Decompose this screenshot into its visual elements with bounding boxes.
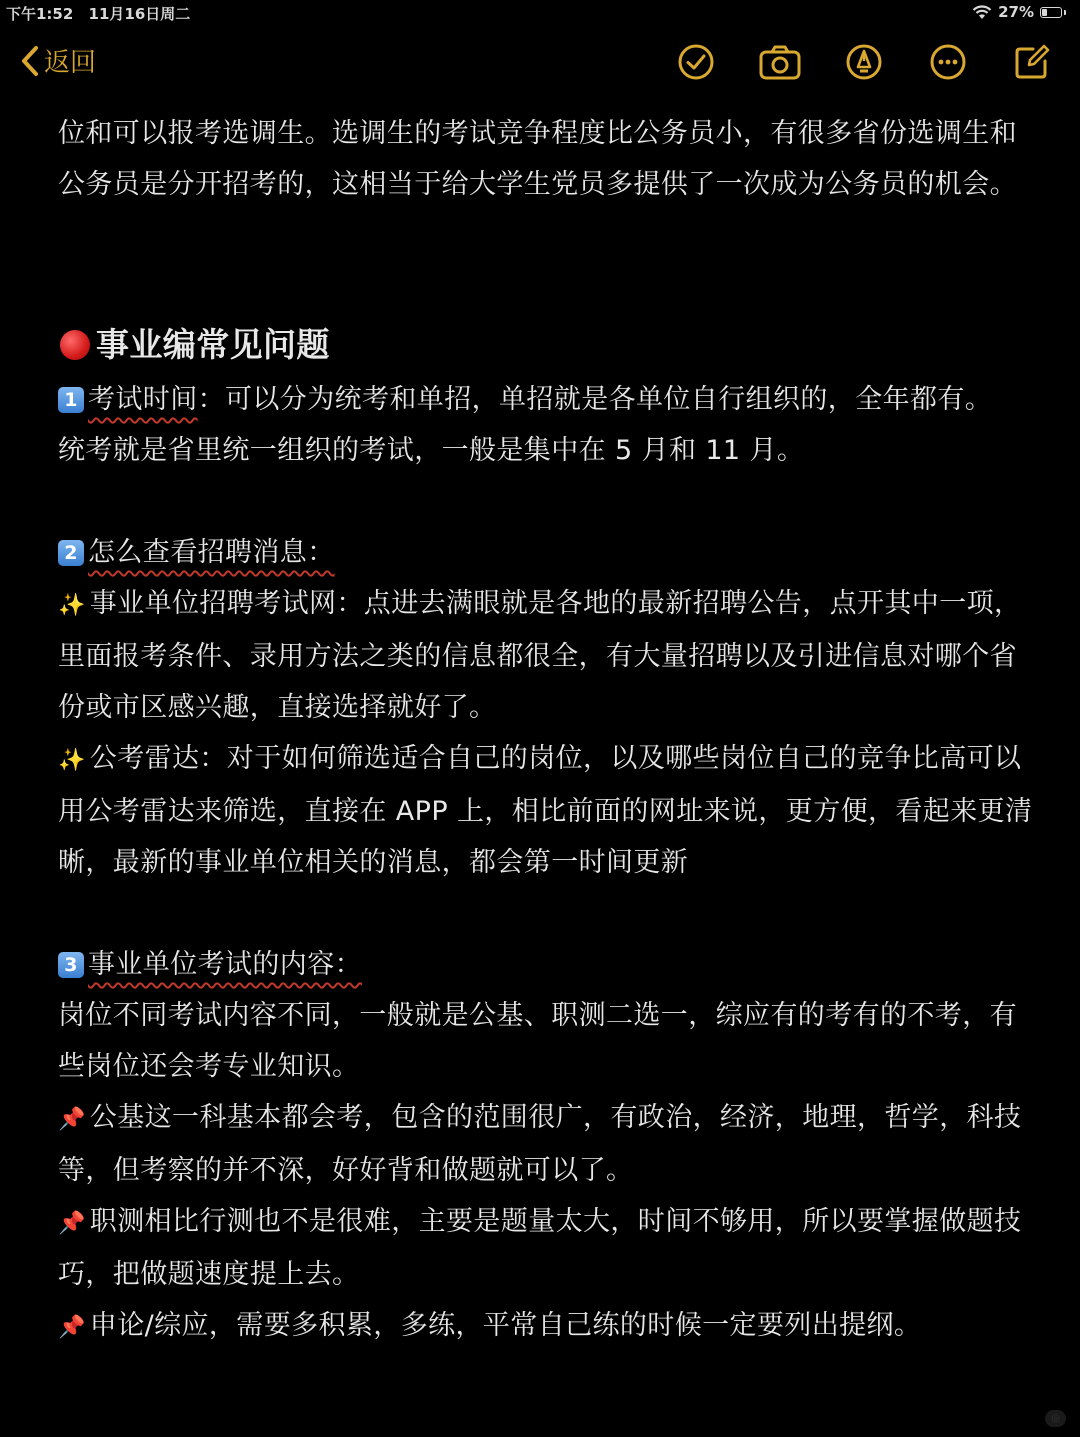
toolbar (674, 40, 1054, 84)
spacer (58, 888, 1033, 939)
pushpin-icon: 📌 (58, 1315, 86, 1340)
chevron-left-icon (20, 45, 40, 77)
compose-icon (1013, 43, 1051, 81)
time-label: 下午1:52 (6, 5, 74, 23)
section2-bullet2 (58, 733, 1033, 888)
section1-text1: ：可以分为统考和单招，单招就是各单位自行组织的，全年都有。 (197, 384, 993, 415)
back-label: 返回 (44, 48, 97, 78)
wifi-icon (972, 5, 992, 20)
section3-bullet2 (58, 1196, 1033, 1300)
keycap-3-icon: 3 (58, 952, 84, 978)
keycap-1-icon: 1 (58, 387, 84, 413)
more-button[interactable] (926, 40, 970, 84)
battery-icon (1040, 7, 1062, 18)
spacer (58, 476, 1033, 527)
battery-percent: 27% (998, 3, 1034, 21)
section2-heading (58, 527, 1033, 578)
sparkles-icon: ✨ (58, 748, 86, 773)
section3-bullet1-text: 公基这一科基本都会考，包含的范围很广，有政治，经济，地理，哲学，科技等，但考察的并不深，好好背和做题就可以了。 (58, 1102, 1022, 1186)
section1-line1 (58, 374, 1033, 425)
checklist-button[interactable] (674, 40, 718, 84)
section1-line2: 统考就是省里统一组织的考试，一般是集中在 5 月和 11 月。 (58, 435, 805, 466)
status-time (6, 3, 190, 24)
spacer (58, 210, 1033, 312)
section2-bullet1 (58, 578, 1033, 733)
note-body[interactable] (58, 108, 1033, 1353)
pushpin-icon: 📌 (58, 1107, 86, 1132)
section2-bullet2-text: 公考雷达：对于如何筛选适合自己的岗位，以及哪些岗位自己的竞争比高可以用公考雷达来筛选，直接在 APP 上，相比前面的网址来说，更方便，看起来更清晰，最新的事业单位相关的消息，都会第一时间更新 (58, 743, 1033, 878)
more-icon (929, 43, 967, 81)
section3-bullet3 (58, 1300, 1033, 1353)
section3-intro: 岗位不同考试内容不同，一般就是公基、职测二选一，综应有的考有的不考，有些岗位还会考专业知识。 (58, 1000, 1017, 1082)
back-button[interactable] (20, 42, 96, 79)
pushpin-icon: 📌 (58, 1211, 86, 1236)
section3-bullet3-text: 申论/综应，需要多积累，多练，平常自己练的时候一定要列出提纲。 (89, 1310, 922, 1341)
compose-button[interactable] (1010, 40, 1054, 84)
section2-bullet1-text: 事业单位招聘考试网：点进去满眼就是各地的最新招聘公告，点开其中一项，里面报考条件、录用方法之类的信息都很全，有大量招聘以及引进信息对哪个省份或市区感兴趣，直接选择就好了。 (58, 588, 1022, 723)
markup-button[interactable] (842, 40, 886, 84)
battery-tip (1064, 10, 1066, 15)
section3-heading (58, 939, 1033, 990)
watermark: ◎ (1045, 1410, 1066, 1427)
battery-fill (1042, 9, 1047, 16)
status-right (972, 3, 1066, 21)
section3-title: 事业单位考试的内容： (88, 949, 362, 980)
section2-title: 怎么查看招聘消息： (88, 537, 335, 568)
keycap-2-icon: 2 (58, 540, 84, 566)
nav-bar (0, 34, 1080, 90)
date-label: 11月16日周二 (88, 5, 191, 23)
section-heading (58, 316, 1033, 374)
checkmark-circle-icon (677, 43, 715, 81)
camera-button[interactable] (758, 40, 802, 84)
sparkles-icon: ✨ (58, 593, 86, 618)
camera-icon (758, 43, 802, 81)
heading-text: 事业编常见问题 (96, 325, 330, 364)
status-bar (0, 0, 1080, 26)
section3-bullet2-text: 职测相比行测也不是很难，主要是题量太大，时间不够用，所以要掌握做题技巧，把做题速度提上去。 (58, 1206, 1022, 1290)
red-circle-icon (60, 330, 90, 360)
intro-paragraph: 位和可以报考选调生。选调生的考试竞争程度比公务员小，有很多省份选调生和公务员是分开招考的，这相当于给大学生党员多提供了一次成为公务员的机会。 (58, 118, 1017, 200)
pen-markup-icon (845, 43, 883, 81)
section3-bullet1 (58, 1092, 1033, 1196)
section1-title: 考试时间 (88, 384, 198, 415)
